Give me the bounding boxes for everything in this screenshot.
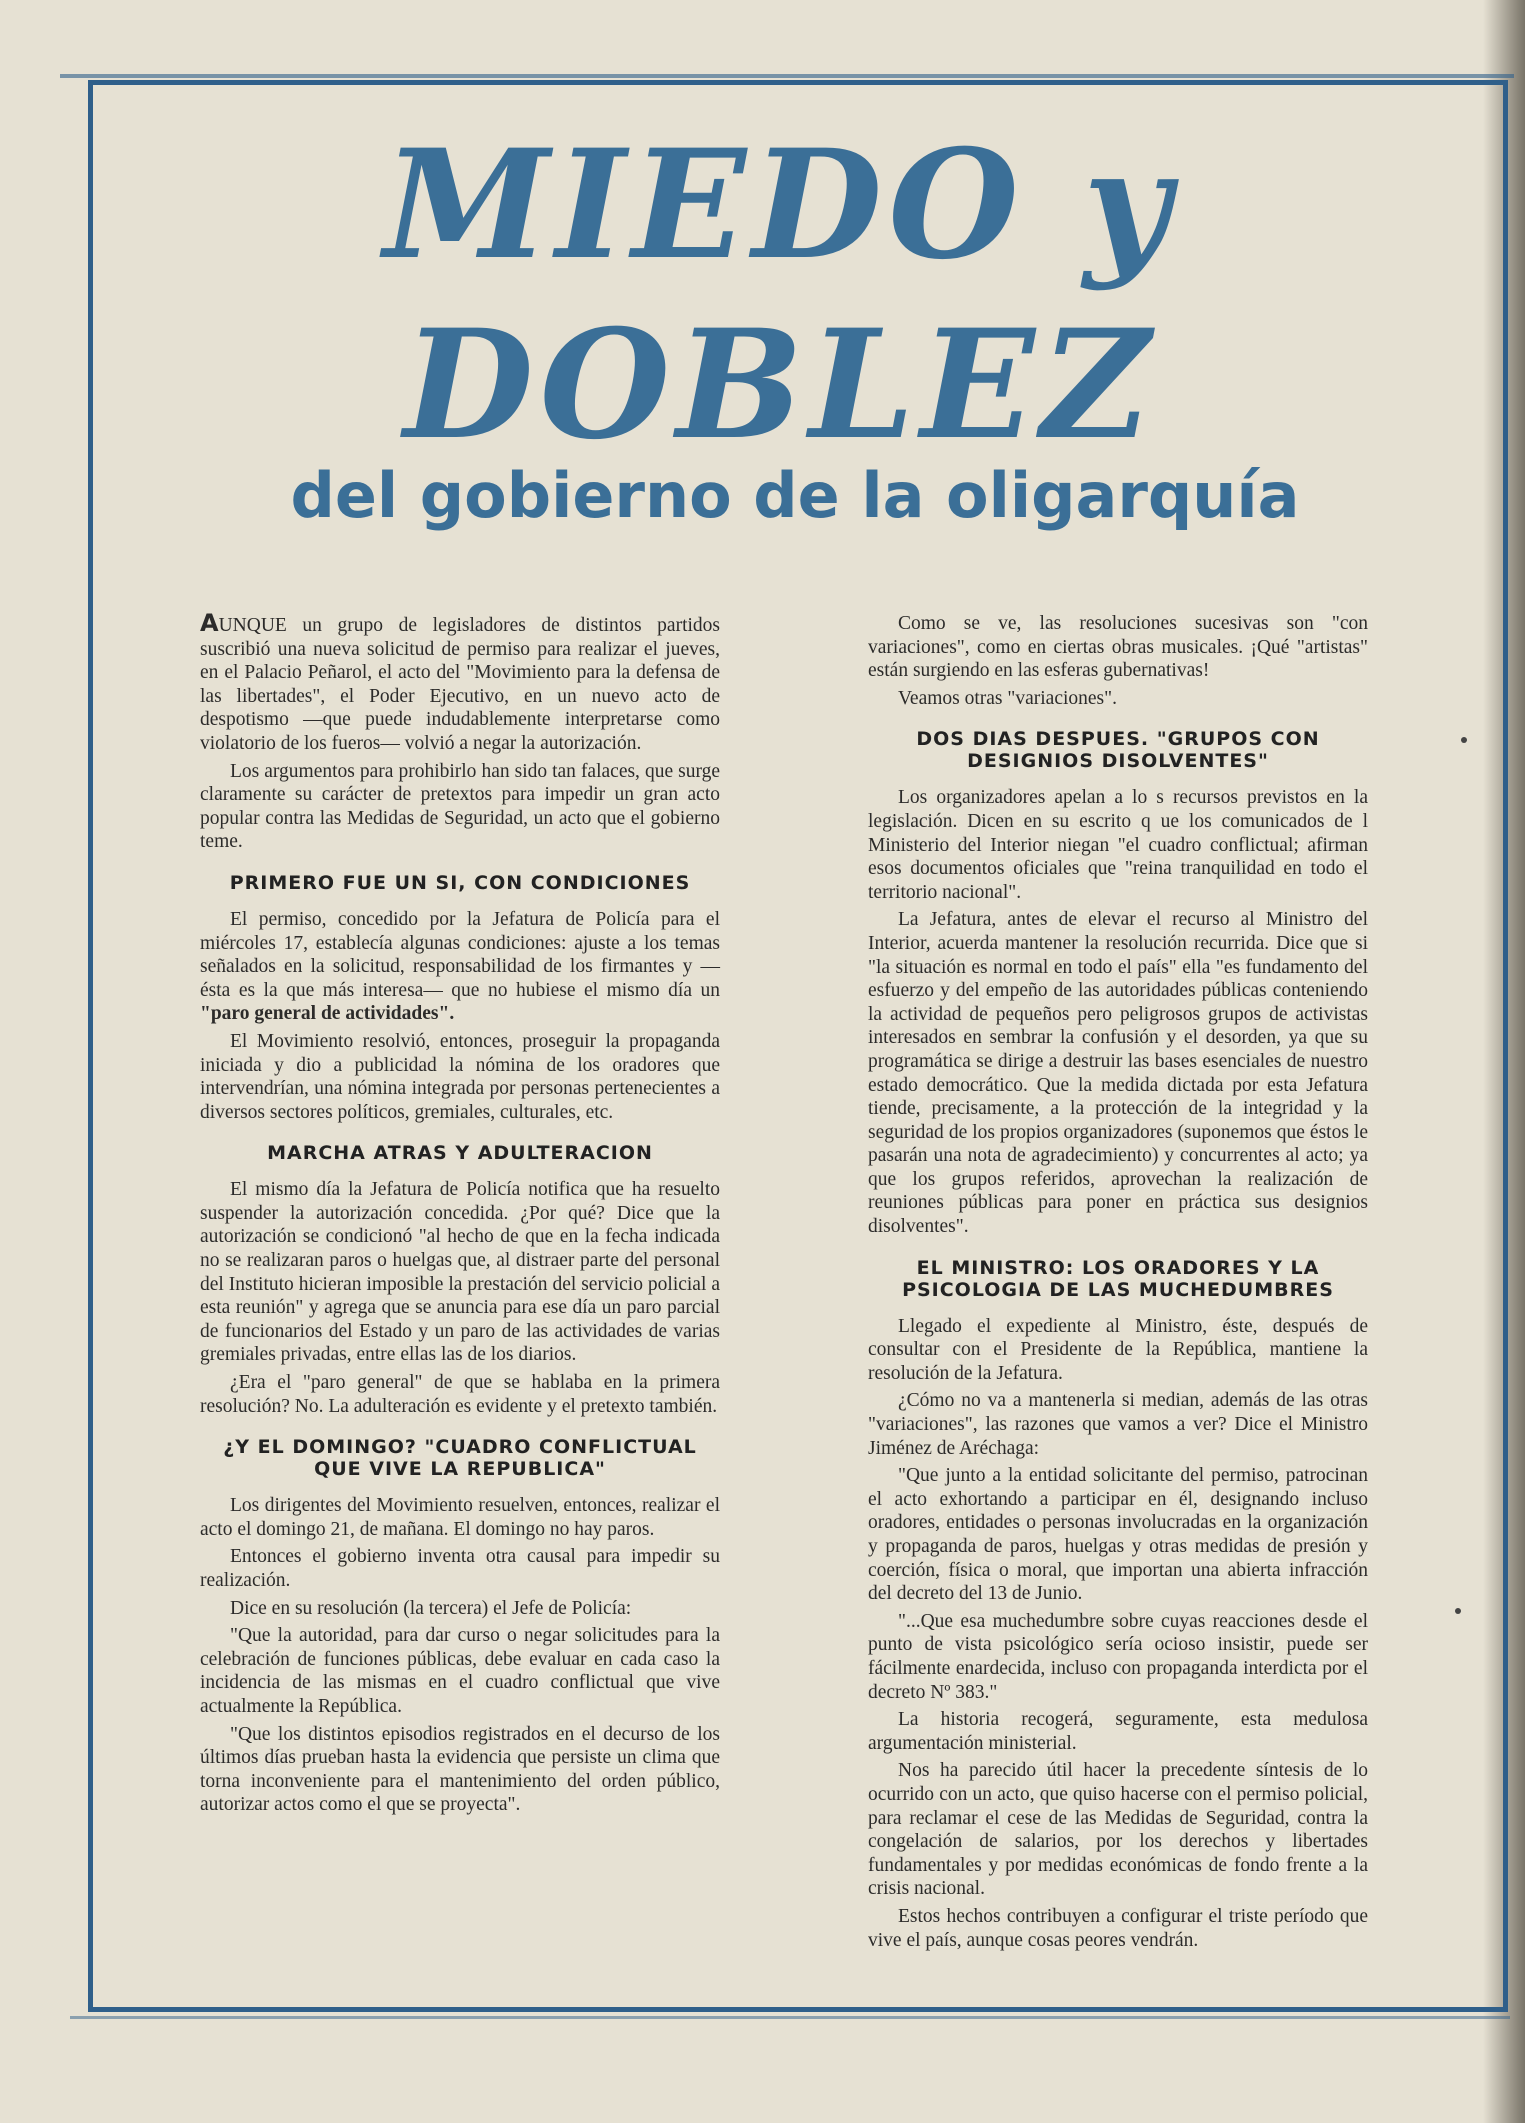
- frame-rule-bottom: [70, 2016, 1510, 2019]
- margin-mark: [1455, 1608, 1461, 1614]
- paragraph: [200, 908, 720, 1026]
- paragraph: Llegado el expediente al Ministro, éste, después de consultar con el Presidente de la República, mantiene la resolución de la Jefatura.: [868, 1315, 1368, 1384]
- paragraph: ¿Era el "paro general" de que se hablaba en la primera resolución? No. La adulteración es evidente y el pretexto también.: [200, 1372, 720, 1417]
- section-heading-ministro: EL MINISTRO: LOS ORADORES Y LA PSICOLOGIA DE LAS MUCHEDUMBRES: [902, 1256, 1334, 1301]
- paragraph: El mismo día la Jefatura de Policía notifica que ha resuelto suspender la autorización concedida. ¿Por qué? Dice que la autorización se condicionó "al hecho de que en la fecha indicada no se realizaran paros o huelgas que, al distraer parte del personal del Instituto hicieran imposible la prestación del servicio policial a esta reunión" y agrega que se anuncia para ese día un paro parcial de funcionarios del Estado y un paro de las actividades de varias gremiales privadas, entre ellas las de los diarios.: [200, 1179, 720, 1366]
- paragraph: Dice en su resolución (la tercera) el Jefe de Policía:: [230, 1597, 632, 1619]
- quote-paragraph: "...Que esa muchedumbre sobre cuyas reacciones desde el punto de vista psicológico sería ocioso insistir, puede ser fácilmente enardecida, incluso con propaganda interdicta por el decreto Nº 383.": [868, 1610, 1368, 1703]
- paragraph: Nos ha parecido útil hacer la precedente síntesis de lo ocurrido con un acto, que quiso hacerse con el permiso policial, para reclamar el cese de las Medidas de Seguridad, contra la congelación de salarios, por los derechos y libertades fundamentales y por medidas económicas de fondo frente a la crisis nacional.: [868, 1760, 1368, 1900]
- intro-paragraph: [200, 609, 720, 756]
- left-column: [200, 609, 720, 1821]
- section-heading-primero: PRIMERO FUE UN SI, CON CONDICIONES: [229, 871, 691, 894]
- drop-cap: A: [200, 609, 219, 637]
- paragraph: El Movimiento resolvió, entonces, proseguir la propaganda iniciada y dio a publicidad la nómina de los oradores que intervendrían, una nómina integrada por personas pertenecientes a diversos sectores políticos, gremiales, culturales, etc.: [200, 1030, 720, 1123]
- paragraph: La Jefatura, antes de elevar el recurso al Ministro del Interior, acuerda mantener la resolución recurrida. Dice que si "la situación es normal en todo el país" ella "es fundamento del esfuerzo y del empeño de las autoridades públicas conteniendo la actividad de pequeños pero peligrosos grupos de activistas interesados en sembrar la confusión y el desorden, ya que su programática se dirige a destruir las bases esenciales de nuestro estado democrático. Que la medida dictada por esta Jefatura tiende, precisamente, a la protección de la integridad y la seguridad de los propios organizadores (suponemos que éstos le pasarán una nota de agradecimiento) y concurrentes al acto; ya que los grupos referidos, aprovechan la realización de reuniones públicas para poner en práctica sus designios disolventes".: [868, 909, 1368, 1238]
- paragraph: Como se ve, las resoluciones sucesivas son "con variaciones", como en ciertas obras musicales. ¡Qué "artistas" están surgiendo en las esferas gubernativas!: [868, 613, 1368, 682]
- headline-line-2: DOBLEZ: [403, 297, 1157, 473]
- right-column: [868, 612, 1368, 1956]
- section-heading-domingo: ¿Y EL DOMINGO? "CUADRO CONFLICTUAL QUE VIVE LA REPUBLICA": [223, 1436, 697, 1481]
- section-heading-marcha-atras: MARCHA ATRAS Y ADULTERACION: [267, 1142, 653, 1165]
- intro-text: UNQUE un grupo de legisladores de distintos partidos suscribió una nueva solicitud de permiso para realizar el jueves, en el Palacio Peñarol, el acto del "Movimiento para la defensa de las libertades", el Poder Ejecutivo, en un nuevo acto de despotismo —que puede indudablemente interpretarse como violatorio de los fueros— volvió a negar la autorización.: [200, 615, 720, 754]
- section-heading-dos-dias: DOS DIAS DESPUES. "GRUPOS CON DESIGNIOS DISOLVENTES": [916, 728, 1320, 773]
- frame-rule-top: [60, 74, 1514, 78]
- paragraph: Los organizadores apelan a lo s recursos previstos en la legislación. Dicen en su escrito q ue los comunicados de l Ministerio del Interior niegan "el cuadro conflictual; afirman esos documentos oficiales que "reina tranquilidad en todo el territorio nacional".: [868, 787, 1368, 903]
- paragraph-bold-text: "paro general de actividades".: [200, 1003, 455, 1025]
- quote-paragraph: "Que los distintos episodios registrados en el decurso de los últimos días prueban hasta la evidencia que persiste un clima que torna inconveniente para el mantenimiento del orden público, autorizar actos como el que se proyecta".: [200, 1723, 720, 1816]
- paragraph: Veamos otras "variaciones".: [898, 687, 1117, 709]
- paragraph: Estos hechos contribuyen a configurar el triste período que vive el país, aunque cosas peores vendrán.: [868, 1905, 1368, 1951]
- intro-paragraph-2: Los argumentos para prohibirlo han sido tan falaces, que surge claramente su carácter de pretextos para impedir un gran acto popular contra las Medidas de Seguridad, un acto que el gobierno teme.: [200, 760, 720, 853]
- paragraph: La historia recogerá, seguramente, esta medulosa argumentación ministerial.: [868, 1709, 1368, 1754]
- headline-subtitle: del gobierno de la oligarquía: [290, 459, 1300, 532]
- paragraph: ¿Cómo no va a mantenerla si median, además de las otras "variaciones", las razones que vamos a ver? Dice el Ministro Jiménez de Aréchaga:: [868, 1390, 1368, 1459]
- paragraph: Entonces el gobierno inventa otra causal para impedir su realización.: [200, 1546, 720, 1591]
- quote-paragraph: "Que la autoridad, para dar curso o negar solicitudes para la celebración de funciones públicas, debe evaluar en cada caso la incidencia de las mismas en el cuadro conflictual que vive actualmente la República.: [200, 1625, 720, 1717]
- paragraph-text: El permiso, concedido por la Jefatura de Policía para el miércoles 17, establecía algunas condiciones: ajuste a los temas señalados en la solicitud, responsabilidad de los firmantes y —ésta es la que más interesa— que no hubiese el mismo día un: [200, 908, 720, 1001]
- paragraph: Los dirigentes del Movimiento resuelven, entonces, realizar el acto el domingo 21, de mañana. El domingo no hay paros.: [200, 1495, 720, 1540]
- quote-paragraph: "Que junto a la entidad solicitante del permiso, patrocinan el acto exhortando a participar en él, designando incluso oradores, entidades o personas involucradas en la organización y propaganda de paros, huelgas y otras medidas de presión y coerción, física o moral, que importan una abierta infracción del decreto del 13 de Junio.: [868, 1465, 1368, 1605]
- margin-mark: [1461, 737, 1467, 743]
- headline-line-1: MIEDO y: [383, 117, 1177, 293]
